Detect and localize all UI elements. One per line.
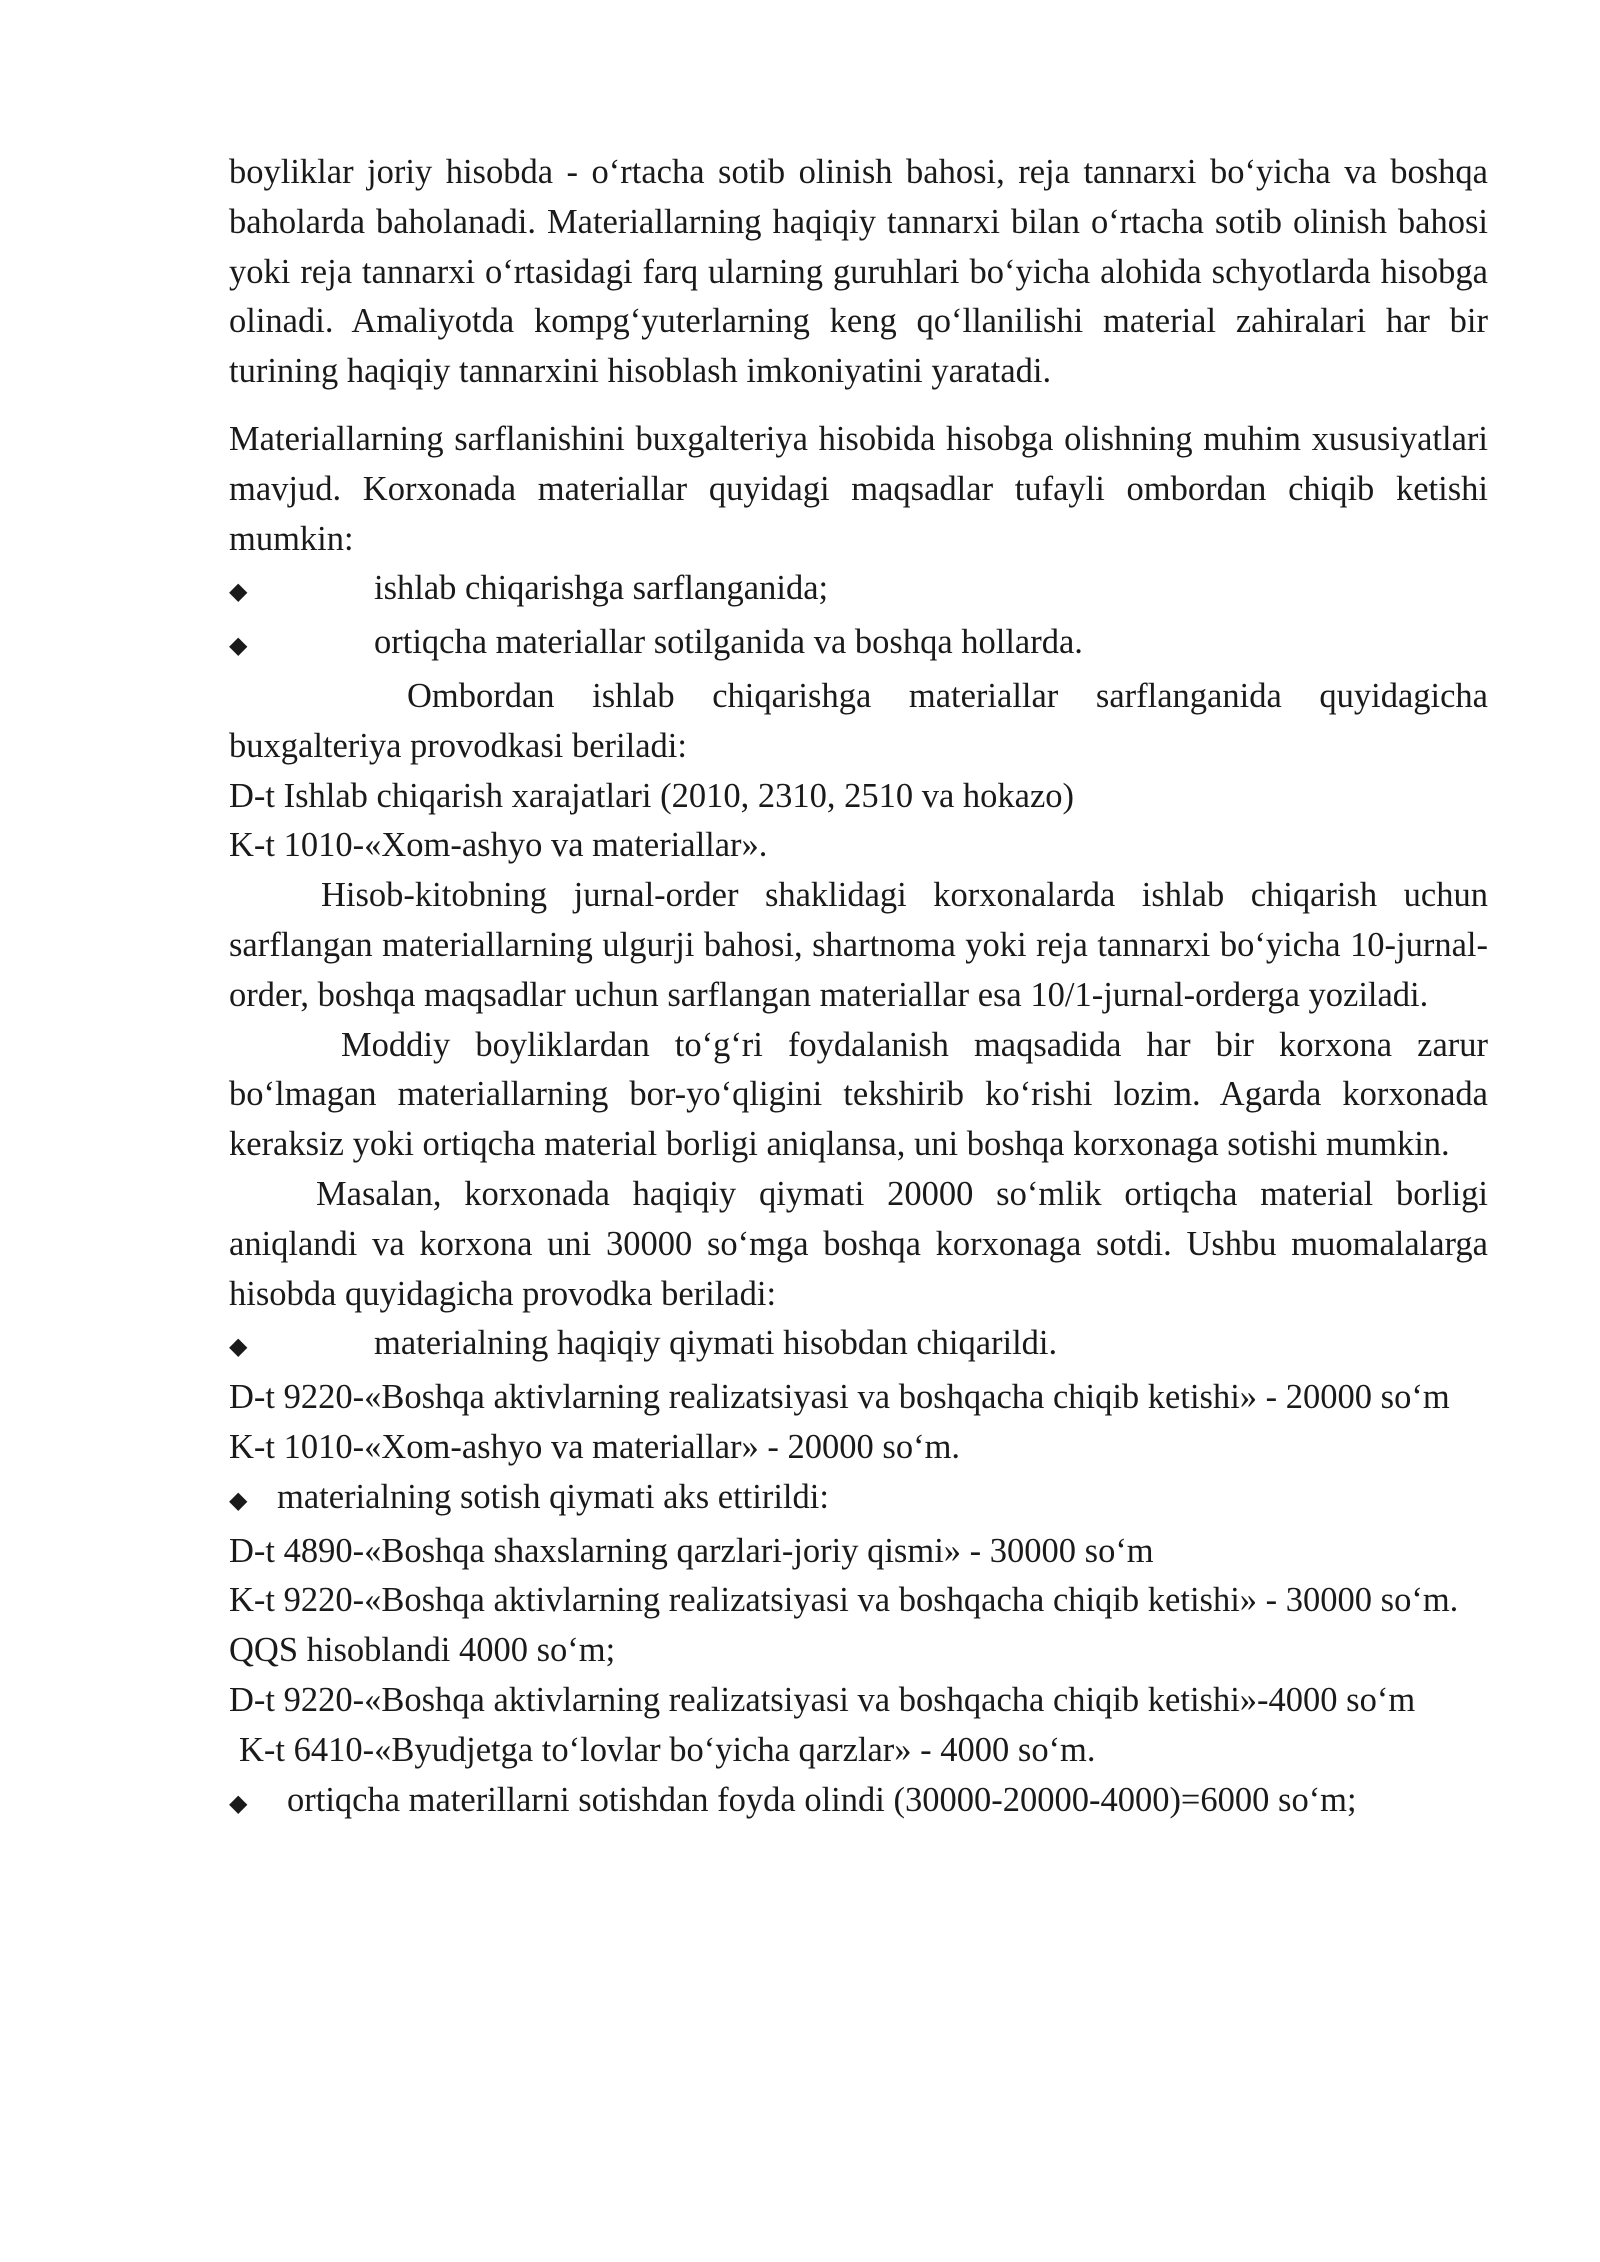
list-item-text: ishlab chiqarishga sarflanganida; xyxy=(374,569,829,608)
paragraph-warehouse-entry: Ombordan ishlab chiqarishga materiallar sarflanganida quyidagicha buxgalteriya provodkasi beriladi: xyxy=(229,676,1488,765)
list-item xyxy=(229,1776,1488,1830)
debit-line: D-t 4890-«Boshqa shaxslarning qarzlari-joriy qismi» - 30000 so‘m xyxy=(229,1531,1154,1570)
credit-line: K-t 6410-«Byudjetga to‘lovlar bo‘yicha qarzlar» - 4000 so‘m. xyxy=(239,1730,1096,1769)
list-item-text: ortiqcha materiallar sotilganida va boshqa hollarda. xyxy=(374,623,1083,662)
list-item-text: materialning haqiqiy qiymati hisobdan chiqarildi. xyxy=(374,1324,1058,1363)
list-item xyxy=(229,618,1488,672)
paragraph-example: Masalan, korxonada haqiqiy qiymati 20000 so‘mlik ortiqcha material borligi aniqlandi va korxona uni 30000 so‘mga boshqa korxonaga sotdi. Ushbu muomalalarga hisobda quyidagicha provodka beriladi: xyxy=(229,1174,1488,1313)
list-item-text: ortiqcha materillarni sotishdan foyda olindi (30000-20000-4000)=6000 so‘m; xyxy=(287,1780,1357,1819)
credit-line: K-t 9220-«Boshqa aktivlarning realizatsiyasi va boshqacha chiqib ketishi» - 30000 so‘m. xyxy=(229,1581,1459,1620)
list-item xyxy=(229,1319,1488,1373)
diamond-bullet-icon: ◆ xyxy=(229,1790,248,1817)
paragraph-material-check: Moddiy boyliklardan to‘g‘ri foydalanish maqsadida har bir korxona zarur bo‘lmagan materiallarning bor-yo‘qligini tekshirib ko‘rishi lozim. Agarda korxonada keraksiz yoki ortiqcha material borligi aniqlansa, uni boshqa korxonaga sotishi mumkin. xyxy=(229,1025,1488,1164)
debit-line: D-t Ishlab chiqarish xarajatlari (2010, 2310, 2510 va hokazo) xyxy=(229,776,1074,815)
diamond-bullet-icon: ◆ xyxy=(229,633,248,660)
document-page xyxy=(229,148,1488,1829)
credit-line: K-t 1010-«Xom-ashyo va materiallar» - 20000 so‘m. xyxy=(229,1427,961,1466)
diamond-bullet-icon: ◆ xyxy=(229,1487,248,1514)
list-item xyxy=(229,1473,1488,1527)
paragraph-journal-order: Hisob-kitobning jurnal-order shaklidagi korxonalarda ishlab chiqarish uchun sarflangan materiallarning ulgurji bahosi, shartnoma yoki reja tannarxi bo‘yicha 10-jurnal-order, boshqa maqsadlar uchun sarflangan materiallar esa 10/1-jurnal-orderga yoziladi. xyxy=(229,876,1488,1014)
debit-line: D-t 9220-«Boshqa aktivlarning realizatsiyasi va boshqacha chiqib ketishi» - 20000 so‘m xyxy=(229,1378,1450,1417)
list-item-text: materialning sotish qiymati aks ettirildi: xyxy=(277,1477,829,1516)
diamond-bullet-icon: ◆ xyxy=(229,579,248,606)
list-item xyxy=(229,564,1488,618)
debit-line: D-t 9220-«Boshqa aktivlarning realizatsiyasi va boshqacha chiqib ketishi»-4000 so‘m xyxy=(229,1680,1416,1719)
diamond-bullet-icon: ◆ xyxy=(229,1334,248,1361)
paragraph-valuation: boyliklar joriy hisobda - o‘rtacha sotib olinish bahosi, reja tannarxi bo‘yicha va boshqa baholarda baholanadi. Materiallarning haqiqiy tannarxi bilan o‘rtacha sotib olinish bahosi yoki reja tannarxi o‘rtasidagi farq ularning guruhlari bo‘yicha alohida schyotlarda hisobga olinadi. Amaliyotda kompg‘yuterlarning keng qo‘llanilishi material zahiralari har bir turining haqiqiy tannarxini hisoblash imkoniyatini yaratadi. xyxy=(229,153,1488,391)
credit-line: K-t 1010-«Xom-ashyo va materiallar». xyxy=(229,826,768,865)
vat-line: QQS hisoblandi 4000 so‘m; xyxy=(229,1631,616,1670)
paragraph-consumption-intro: Materiallarning sarflanishini buxgalteriya hisobida hisobga olishning muhim xususiyatlari mavjud. Korxonada materiallar quyidagi maqsadlar tufayli ombordan chiqib ketishi mumkin: xyxy=(229,419,1488,558)
